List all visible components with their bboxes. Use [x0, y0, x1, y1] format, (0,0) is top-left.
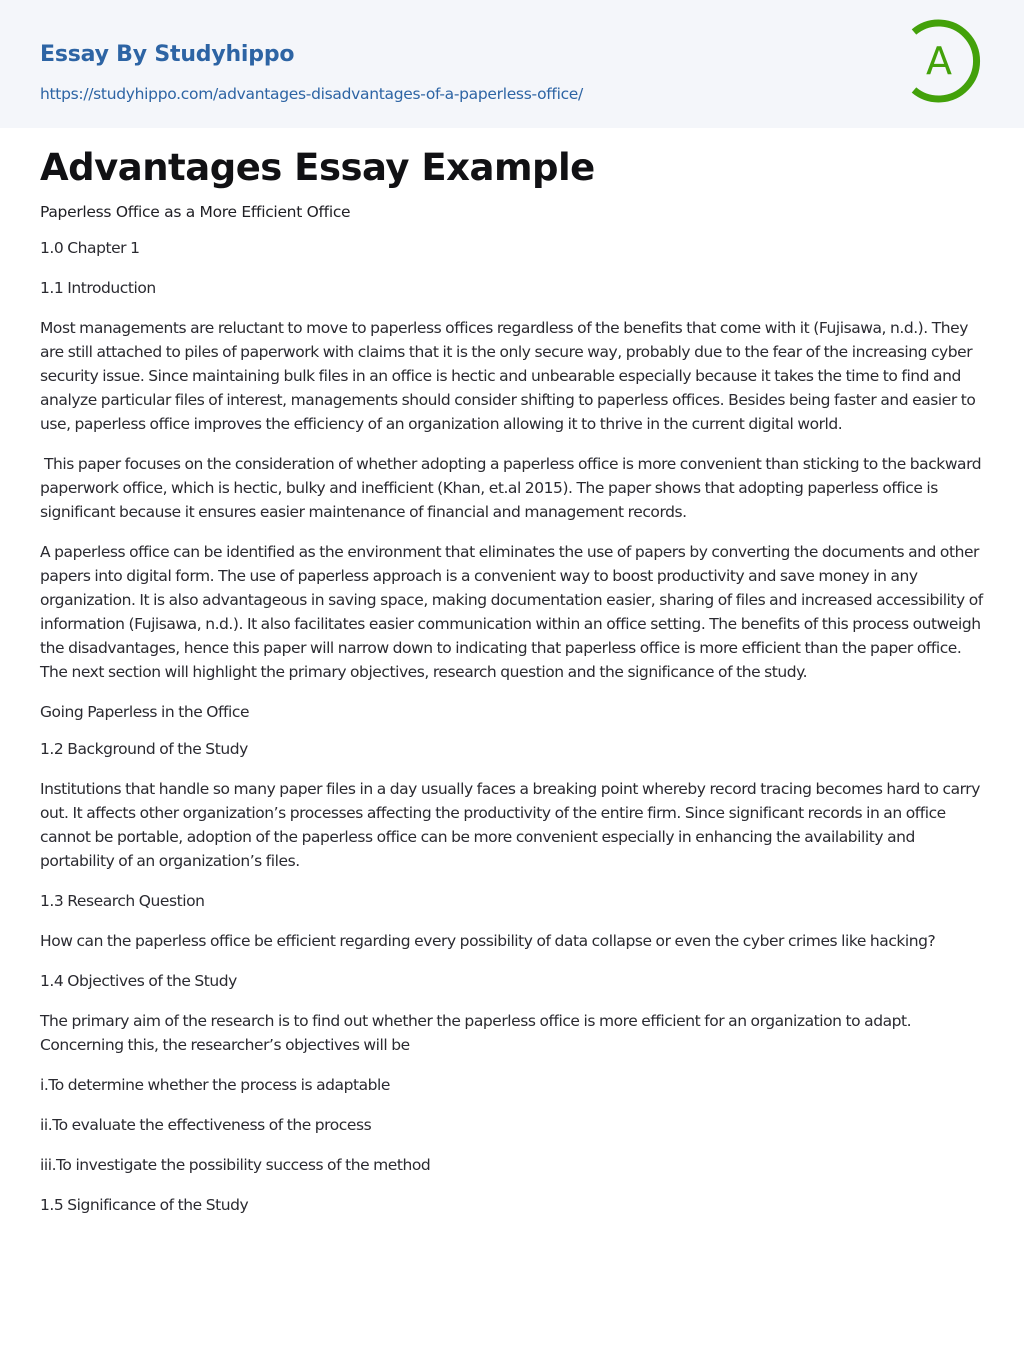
page-title: Advantages Essay Example — [40, 146, 595, 189]
section-heading-chapter-1: 1.0 Chapter 1 — [40, 239, 140, 257]
section-heading-background: 1.2 Background of the Study — [40, 740, 248, 758]
paragraph-intro-2: This paper focuses on the consideration of whether adopting a paperless office is more convenient than sticking to the backward paperwork office, which is hectic, bulky and inefficient (Khan, et.al 2015). The paper shows that adopting paperless office is significant because it ensures easier maintenance of financial and management records. — [40, 455, 986, 521]
source-url-link[interactable]: https://studyhippo.com/advantages-disadvantages-of-a-paperless-office/ — [40, 85, 583, 103]
site-header — [0, 0, 1024, 128]
objective-list-item: ii.To evaluate the effectiveness of the process — [40, 1116, 372, 1134]
paragraph-research-question: How can the paperless office be efficient regarding every possibility of data collapse or even the cyber crimes like hacking? — [40, 932, 936, 950]
paragraph-intro-1: Most managements are reluctant to move to paperless offices regardless of the benefits that come with it (Fujisawa, n.d.). They are still attached to piles of paperwork with claims that it is the only secure way, probably due to the fear of the increasing cyber security issue. Since maintaining bulk files in an office is hectic and unbearable especially because it takes the time to find and analyze particular files of interest, managements should consider shifting to paperless offices. Besides being faster and easier to use, paperless office improves the efficiency of an organization allowing it to thrive in the current digital world. — [40, 319, 976, 433]
essay-content — [0, 148, 1024, 1217]
objective-list-item: iii.To investigate the possibility success of the method — [40, 1156, 431, 1174]
studyhippo-logo-icon — [904, 18, 988, 104]
section-heading-research-question: 1.3 Research Question — [40, 892, 205, 910]
essay-subtitle: Paperless Office as a More Efficient Office — [40, 203, 351, 221]
svg-text:A: A — [926, 39, 952, 83]
objective-list-item: i.To determine whether the process is adaptable — [40, 1076, 390, 1094]
paragraph-intro-3: A paperless office can be identified as the environment that eliminates the use of papers by converting the documents and other papers into digital form. The use of paperless approach is a convenient way to boost productivity and save money in any organization. It is also advantageous in saving space, making documentation easier, sharing of files and increased accessibility of information (Fujisawa, n.d.). It also facilitates easier communication within an office setting. The benefits of this process outweigh the disadvantages, hence this paper will narrow down to indicating that paperless office is more efficient than the paper office. The next section will highlight the primary objectives, research question and the significance of the study. — [40, 543, 983, 681]
section-heading-introduction: 1.1 Introduction — [40, 279, 156, 297]
section-heading-objectives: 1.4 Objectives of the Study — [40, 972, 237, 990]
site-title: Essay By Studyhippo — [40, 42, 295, 67]
section-heading-going-paperless: Going Paperless in the Office — [40, 703, 250, 721]
paragraph-background: Institutions that handle so many paper files in a day usually faces a breaking point whereby record tracing becomes hard to carry out. It affects other organization’s processes affecting the productivity of the entire firm. Since significant records in an office cannot be portable, adoption of the paperless office can be more convenient especially in enhancing the availability and portability of an organization’s files. — [40, 780, 980, 870]
paragraph-objectives: The primary aim of the research is to find out whether the paperless office is more efficient for an organization to adapt. Concerning this, the researcher’s objectives will be — [40, 1012, 912, 1054]
section-heading-significance: 1.5 Significance of the Study — [40, 1196, 249, 1214]
